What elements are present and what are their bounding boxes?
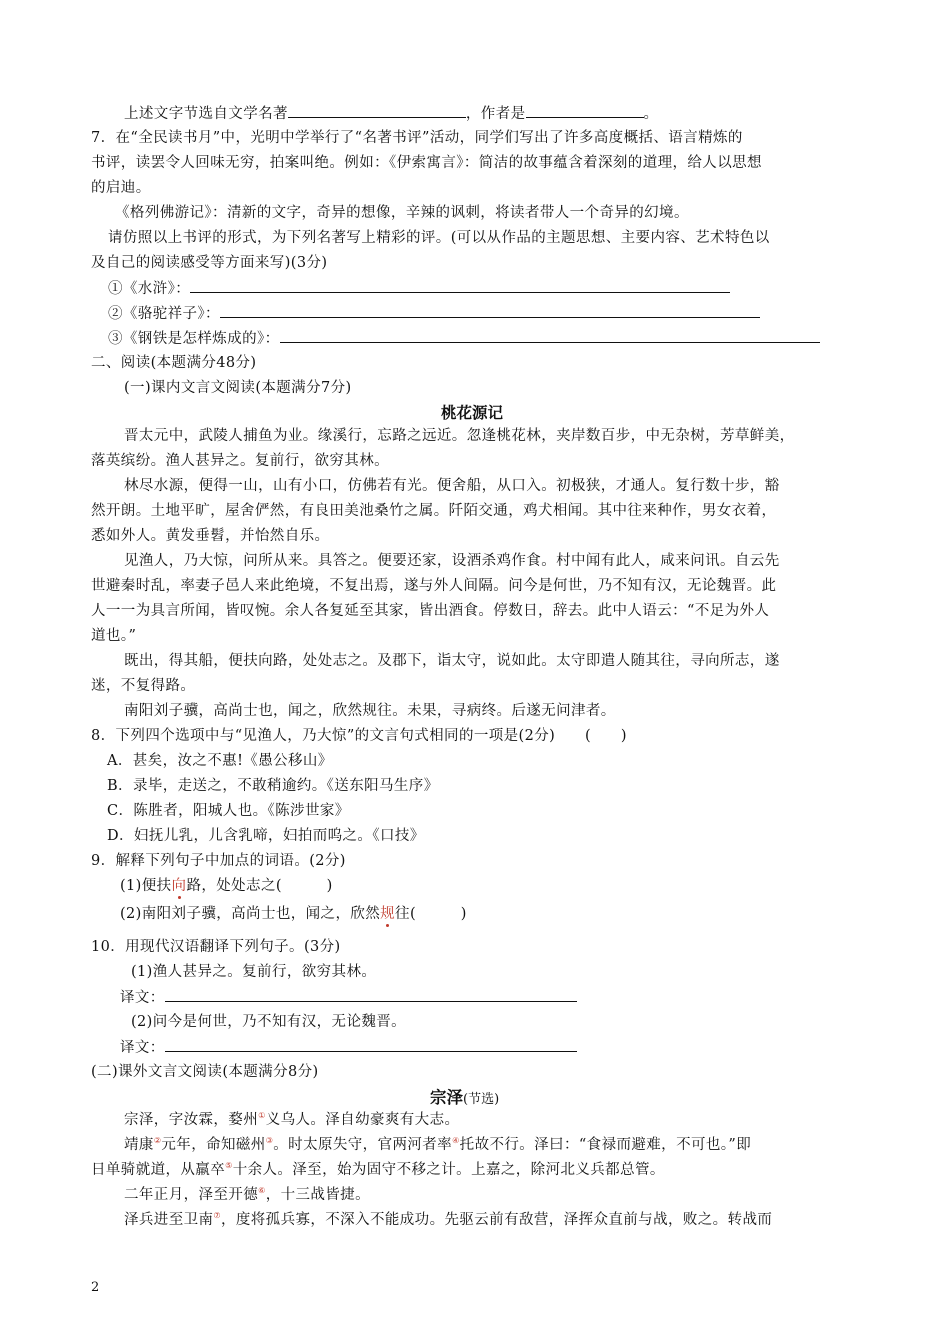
passage-line: 林尽水源，便得一山，山有小口，仿佛若有光。便舍船，从口入。初极狭，才通人。复行数十步，豁 bbox=[124, 478, 780, 494]
q8-option-c[interactable]: C．陈胜者，阳城人也。《陈涉世家》 bbox=[107, 803, 350, 819]
q10-stem: 10．用现代汉语翻译下列句子。(3分) bbox=[91, 939, 341, 955]
page-number: 2 bbox=[91, 1280, 100, 1295]
section-2-heading: 二、阅读(本题满分48分) bbox=[91, 355, 257, 371]
dotted-word: 向 bbox=[171, 878, 187, 894]
q8-stem: 8．下列四个选项中与“见渔人，乃大惊”的文言句式相同的一项是(2分) ( ) bbox=[91, 728, 627, 744]
q7-line-6: 及自己的阅读感受等方面来写)(3分) bbox=[91, 255, 328, 271]
passage-2-line: 宗泽，字汝霖，婺州①义乌人。泽自幼豪爽有大志。 bbox=[124, 1111, 460, 1128]
passage-line: 道也。” bbox=[91, 628, 137, 644]
q7-line-3: 的启迪。 bbox=[91, 180, 151, 196]
author-prompt: ，作者是 bbox=[465, 106, 526, 122]
review-blank-1[interactable] bbox=[190, 278, 730, 293]
q10-sentence-1: (1)渔人甚异之。复前行，欲穷其林。 bbox=[131, 964, 377, 980]
footnote-mark: ⑤ bbox=[225, 1161, 233, 1171]
q8-option-a[interactable]: A．甚矣，汝之不惠!《愚公移山》 bbox=[107, 753, 333, 769]
passage-line: 南阳刘子骥，高尚士也，闻之，欣然规往。未果，寻病终。后遂无问津者。 bbox=[124, 703, 616, 719]
footnote-mark: ⑥ bbox=[258, 1186, 266, 1196]
review-blank-3[interactable] bbox=[280, 328, 820, 343]
passage-line: 既出，得其船，便扶向路，处处志之。及郡下，诣太守，说如此。太守即遣人随其往，寻向所志，遂 bbox=[124, 653, 780, 669]
passage-2-title: 宗泽(节选) bbox=[430, 1088, 500, 1107]
translation-blank-1[interactable] bbox=[165, 987, 577, 1002]
passage-line: 晋太元中，武陵人捕鱼为业。缘溪行，忘路之远近。忽逢桃花林，夹岸数百步，中无杂树，芳草鲜美， bbox=[124, 428, 795, 444]
translation-line-2: 译文： bbox=[120, 1037, 577, 1058]
passage-line: 悉如外人。黄发垂髫，并怡然自乐。 bbox=[91, 528, 330, 544]
passage-line: 落英缤纷。渔人甚异之。复前行，欲穷其林。 bbox=[91, 453, 389, 469]
dotted-word: 规 bbox=[380, 906, 396, 922]
footnote-mark: ③ bbox=[265, 1136, 274, 1146]
q10-sentence-2: (2)问今是何世，乃不知有汉，无论魏晋。 bbox=[131, 1014, 407, 1030]
q7-line-1: 7．在“全民读书月”中，光明中学举行了“名著书评”活动，同学们写出了许多高度概括、语言精炼的 bbox=[91, 130, 743, 146]
footnote-mark: ② bbox=[153, 1136, 162, 1146]
q8-option-d[interactable]: D．妇抚儿乳，儿含乳啼，妇拍而呜之。《口技》 bbox=[107, 828, 425, 844]
passage-line: 然开朗。土地平旷，屋舍俨然，有良田美池桑竹之属。阡陌交通，鸡犬相闻。其中往来种作，男女衣着， bbox=[91, 503, 777, 519]
review-blank-2[interactable] bbox=[220, 303, 760, 318]
q9-stem: 9．解释下列句子中加点的词语。(2分) bbox=[91, 853, 346, 869]
q7-item-1: ①《水浒》： bbox=[108, 278, 730, 299]
q7-line-5: 请仿照以上书评的形式，为下列名著写上精彩的评。(可以从作品的主题思想、主要内容、艺术特色以 bbox=[108, 230, 770, 246]
translation-blank-2[interactable] bbox=[165, 1037, 577, 1052]
q8-option-b[interactable]: B．录毕，走送之，不敢稍逾约。《送东阳马生序》 bbox=[107, 778, 439, 794]
section-2-sub-2: (二)课外文言文阅读(本题满分8分) bbox=[91, 1064, 319, 1080]
q7-item-3: ③《钢铁是怎样炼成的》： bbox=[108, 328, 820, 349]
q7-item-2: ②《骆驼祥子》： bbox=[108, 303, 760, 324]
q9-sentence-1: (1)便扶向路，处处志之( ) bbox=[120, 878, 333, 894]
source-question-line: 上述文字节选自文学名著 ，作者是 。 bbox=[124, 103, 658, 124]
q7-line-4: 《格列佛游记》：清新的文字，奇异的想像，辛辣的讽刺，将读者带人一个奇异的幻境。 bbox=[115, 205, 689, 221]
footnote-mark: ① bbox=[258, 1111, 266, 1121]
passage-2-line: 靖康②元年，命知磁州③。时太原失守，官两河者率④托故不行。泽曰：“食禄而避难，不可也。”即 bbox=[124, 1136, 752, 1153]
book-title-blank[interactable] bbox=[288, 103, 466, 118]
passage-2-line: 二年正月，泽至开德⑥，十三战皆捷。 bbox=[124, 1186, 370, 1203]
passage-line: 世避秦时乱，率妻子邑人来此绝境，不复出焉，遂与外人间隔。问今是何世，乃不知有汉，无论魏晋。此 bbox=[91, 578, 777, 594]
passage-title: 桃花源记 bbox=[441, 403, 504, 422]
footnote-mark: ④ bbox=[452, 1136, 460, 1146]
passage-line: 见渔人，乃大惊，问所从来。具答之。便要还家，设酒杀鸡作食。村中闻有此人，咸来问讯。自云先 bbox=[124, 553, 780, 569]
footnote-mark: ⑦ bbox=[213, 1211, 221, 1221]
translation-line-1: 译文： bbox=[120, 987, 577, 1008]
source-prompt: 上述文字节选自文学名著 bbox=[124, 106, 288, 122]
passage-line: 人一一为具言所闻，皆叹惋。余人各复延至其家，皆出酒食。停数日，辞去。此中人语云：“不足为外人 bbox=[91, 603, 770, 619]
passage-2-line: 泽兵进至卫南⑦，度将孤兵寡，不深入不能成功。先驱云前有敌营，泽挥众直前与战，败之。转战而 bbox=[124, 1211, 773, 1228]
section-2-sub-1: (一)课内文言文阅读(本题满分7分) bbox=[124, 380, 352, 396]
q7-line-2: 书评，读罢令人回味无穷，拍案叫绝。例如：《伊索寓言》：简洁的故事蕴含着深刻的道理，给人以思想 bbox=[91, 155, 762, 171]
q9-sentence-2: (2)南阳刘子骥，高尚士也，闻之，欣然规往( ) bbox=[120, 906, 467, 922]
passage-line: 迷，不复得路。 bbox=[91, 678, 196, 694]
author-blank[interactable] bbox=[526, 103, 644, 118]
passage-2-line: 日单骑就道，从羸卒⑤十余人。泽至，始为固守不移之计。上嘉之，除河北义兵都总管。 bbox=[91, 1161, 665, 1178]
